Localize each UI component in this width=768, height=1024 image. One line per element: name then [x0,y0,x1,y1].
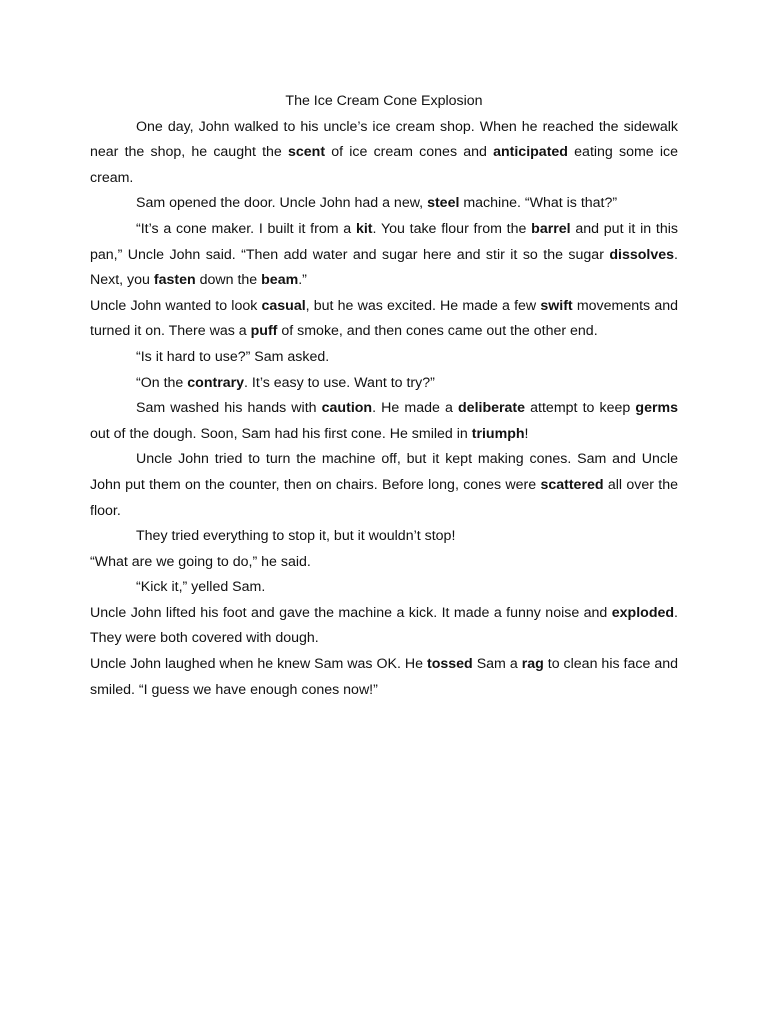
text-run: . You take flour from the [372,220,532,237]
paragraph [90,652,678,703]
text-run: . Next, you [90,246,678,289]
paragraph [90,345,678,371]
text-run: of smoke, and then cones came out the other end. [277,323,598,340]
paragraph [90,115,678,192]
vocabulary-word: kit [355,220,373,237]
vocabulary-word: puff [250,323,278,340]
text-run: to clean his face and smiled. “I guess we have enough cones now!” [90,656,678,698]
vocabulary-word: caution [321,400,373,417]
text-run: Sam washed his hands with [136,400,322,417]
text-run: and put it in this pan,” Uncle John said. “Then add water and sugar here and stir it so the sugar [90,220,678,263]
vocabulary-word: barrel [531,220,571,237]
document-body [90,115,678,704]
text-run: “Kick it,” yelled Sam. [136,579,266,596]
text-run: Uncle John lifted his foot and gave the machine a kick. It made a funny noise and [90,604,612,621]
text-run: , but he was excited. He made a few [305,297,541,314]
vocabulary-word: deliberate [458,400,526,417]
text-run: “Is it hard to use?” Sam asked. [136,348,330,365]
text-run: Uncle John tried to turn the machine off, but it kept making cones. Sam and Uncle John put them on the counter, then on chairs. Before long, cones were [90,451,678,493]
text-run: Uncle John laughed when he knew Sam was OK. He [90,656,427,673]
text-run: One day, John walked to his uncle’s ice cream shop. When he reached the sidewalk near the shop, he caught the [90,118,678,161]
text-run: out of the dough. Soon, Sam had his first cone. He smiled in [90,425,472,442]
vocabulary-word: beam [261,272,299,289]
vocabulary-word: swift [540,297,573,314]
vocabulary-word: dissolves [609,246,675,263]
vocabulary-word: triumph [471,425,525,442]
vocabulary-word: exploded [611,604,675,621]
text-run: Sam opened the door. Uncle John had a new, [136,195,428,212]
vocabulary-word: anticipated [493,144,568,161]
paragraph [90,191,678,217]
text-run: ! [524,425,529,442]
text-run: . He made a [372,400,459,417]
text-run: Sam a [472,656,522,673]
paragraph [90,217,678,294]
document-title: The Ice Cream Cone Explosion [285,93,483,109]
text-run: movements and turned it on. There was a [90,297,678,340]
text-run: Uncle John wanted to look [90,297,262,314]
paragraph [90,396,678,447]
text-run: . It’s easy to use. Want to try?” [244,374,435,391]
text-run: attempt to keep [525,400,636,417]
vocabulary-word: fasten [153,272,196,289]
text-run: machine. “What is that?” [459,195,618,212]
paragraph [90,524,678,550]
paragraph [90,371,678,397]
text-run: . They were both covered with dough. [90,604,678,647]
vocabulary-word: scattered [540,476,604,493]
text-run: “On the [136,374,188,391]
text-run: all over the floor. [90,476,678,519]
paragraph [90,575,678,601]
text-run: .” [298,272,307,289]
paragraph [90,601,678,652]
vocabulary-word: contrary [187,374,245,391]
paragraph [90,550,678,576]
text-run: “It’s a cone maker. I built it from a [136,220,356,237]
text-run: eating some ice cream. [90,144,679,186]
document-page [90,89,678,703]
vocabulary-word: rag [521,656,544,673]
paragraph [90,294,678,345]
vocabulary-word: steel [427,195,460,212]
text-run: of ice cream cones and [325,144,494,161]
paragraph [90,447,678,524]
vocabulary-word: casual [261,297,306,314]
vocabulary-word: tossed [427,656,473,673]
text-run: down the [195,272,262,289]
text-run: “What are we going to do,” he said. [90,553,311,570]
text-run: They tried everything to stop it, but it wouldn’t stop! [136,528,456,545]
vocabulary-word: germs [635,400,678,417]
vocabulary-word: scent [288,144,326,161]
